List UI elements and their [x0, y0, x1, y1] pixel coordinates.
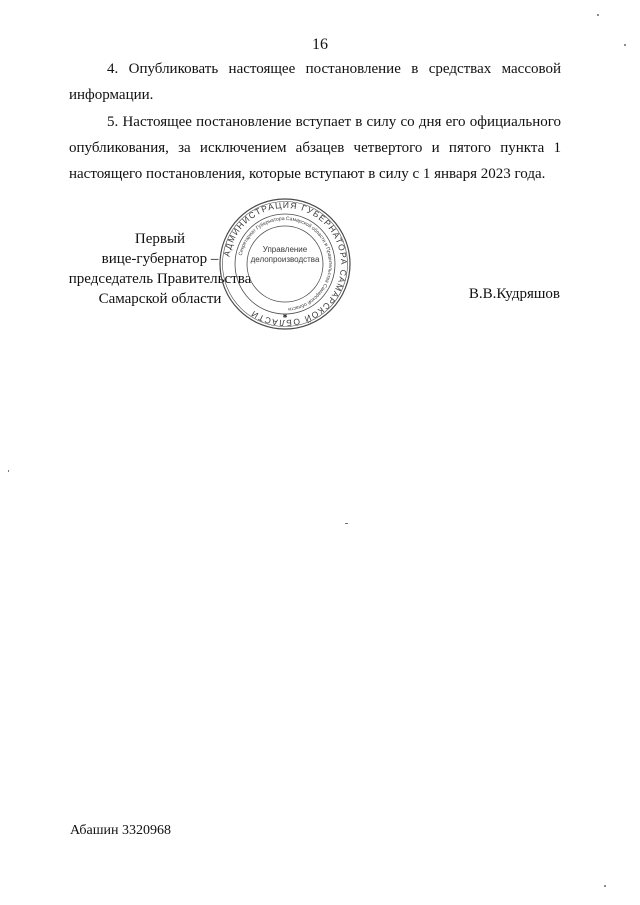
- paragraph-4: [69, 56, 561, 108]
- paragraph-4-text: 4. Опубликовать настоящее постановление в средствах массовой информации.: [69, 61, 561, 103]
- signer-title-line-1: Первый: [134, 231, 186, 247]
- signer-title-line-4: Самарской области: [98, 291, 222, 307]
- paragraph-5-text: 5. Настоящее постановление вступает в силу со дня его официального опубликования, за исключением абзацев четвертого и пятого пункта 1 настоящего постановления, которые вступают в силу с 1 января 2023 года.: [69, 114, 561, 182]
- scan-speck: [624, 44, 626, 46]
- signer-name: В.В.Кудряшов: [468, 286, 560, 302]
- seal-inner-text: Секретариат Губернатора Самарской области и Правительства Самарской области: [237, 215, 334, 312]
- signer-title-line-3: председатель Правительства: [68, 271, 252, 287]
- seal-center: [250, 245, 320, 265]
- page-number: 16: [312, 36, 328, 53]
- paragraph-5: [69, 109, 561, 187]
- seal-center-line-2: делопроизводства: [250, 255, 320, 264]
- seal-center-line-1: Управление: [262, 245, 308, 254]
- scan-speck: [597, 14, 599, 16]
- signer-title-line-2: вице-губернатор –: [101, 251, 219, 267]
- scan-speck: [604, 885, 606, 887]
- scan-speck: [8, 470, 9, 472]
- executor-info: Абашин 3320968: [70, 823, 172, 838]
- seal-star-icon: ✱: [282, 313, 288, 320]
- seal-outer-text: АДМИНИСТРАЦИЯ ГУБЕРНАТОРА САМАРСКОЙ ОБЛАСТИ: [221, 199, 350, 329]
- scan-speck: [345, 523, 348, 524]
